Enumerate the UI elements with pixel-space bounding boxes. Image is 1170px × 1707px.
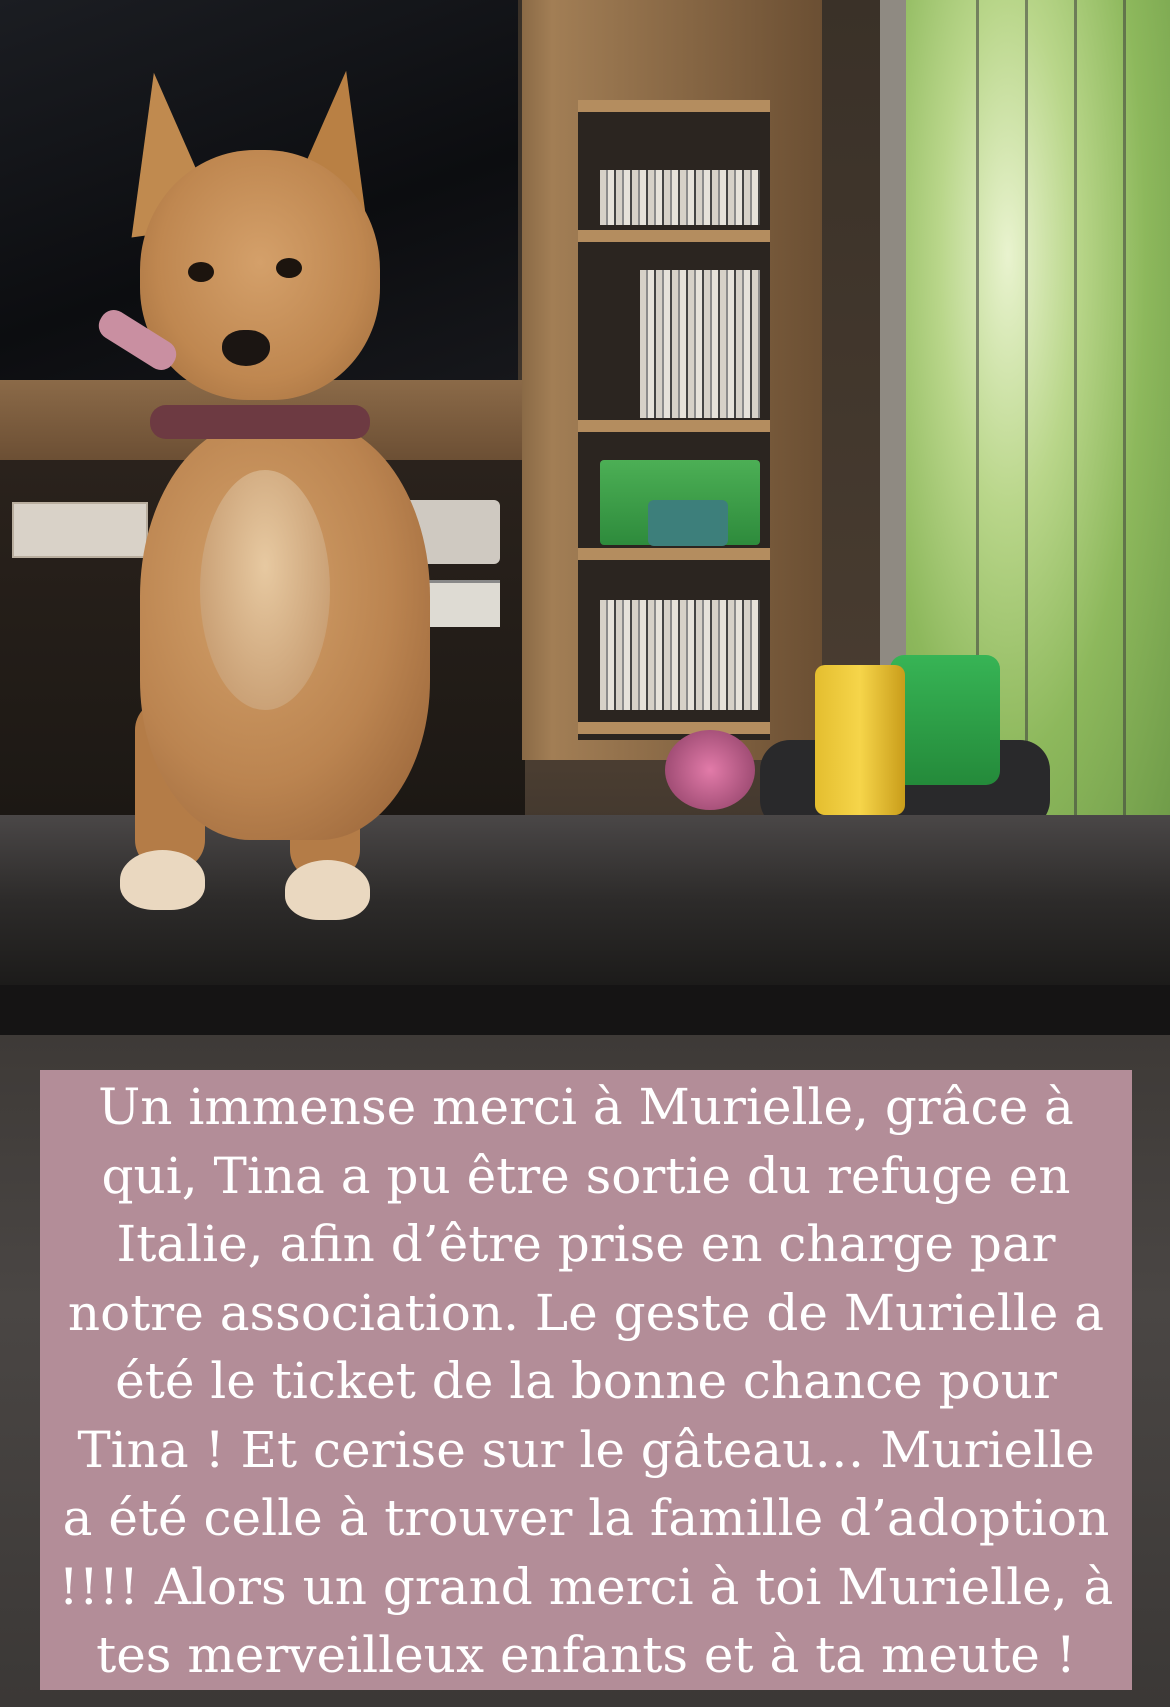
dog-collar [150, 405, 370, 439]
dog-chest [200, 470, 330, 710]
green-toy-case [890, 655, 1000, 785]
shelf [578, 548, 770, 560]
counter-edge [0, 985, 1170, 1035]
books [600, 600, 760, 710]
dog-eye [188, 262, 214, 282]
dog-paw [120, 850, 205, 910]
shelf [578, 230, 770, 242]
shelf [578, 722, 770, 734]
books [640, 270, 760, 418]
shelf [578, 100, 770, 112]
caption-text: Un immense merci à Murielle, grâce à qui, Tina a pu être sortie du refuge en Italie, afin d’être prise en charge par notre association. Le geste de Murielle a été le ticket de la bonne chance pour Tina ! Et cerise sur le gâteau… Murielle a été celle à trouver la famille d’adoption !!!! Alors un grand merci à toi Murielle, à tes merveilleux enfants et à ta meute ! [58, 1078, 1114, 1684]
toy-speaker [648, 500, 728, 546]
dog-nose [222, 330, 270, 366]
storage-box [12, 502, 148, 558]
shelf [578, 420, 770, 432]
books [600, 170, 760, 225]
pink-helmet [665, 730, 755, 810]
yellow-toy-suitcase [815, 665, 905, 815]
dog-paw [285, 860, 370, 920]
dog-eye [276, 258, 302, 278]
